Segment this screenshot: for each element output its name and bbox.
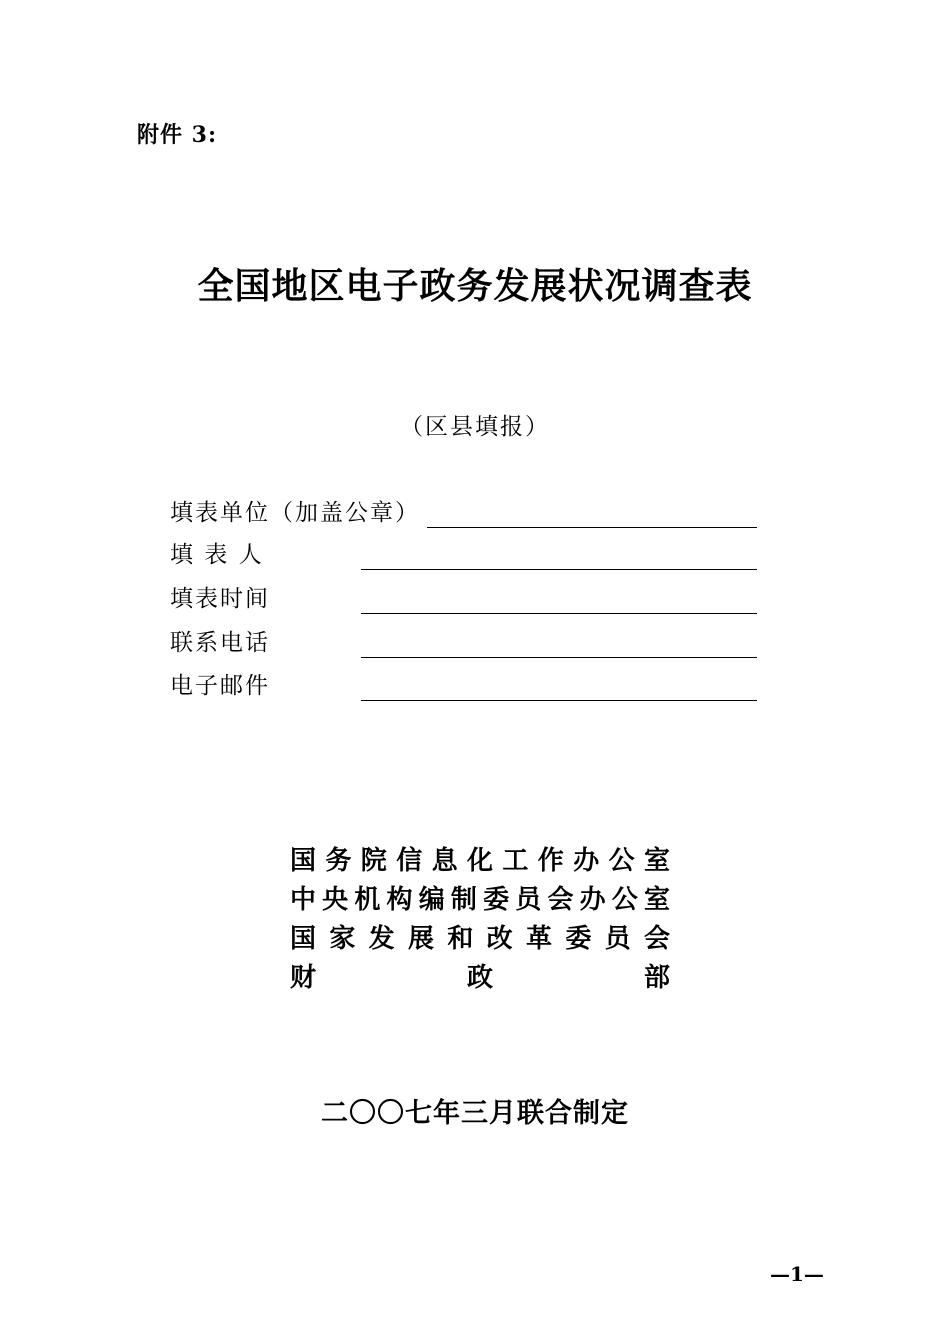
organization-name: 国务院信息化工作办公室	[290, 846, 670, 876]
issue-date: 二〇〇七年三月联合制定	[321, 1098, 629, 1129]
form-row-filler	[170, 538, 760, 572]
phone-input-line[interactable]	[361, 657, 757, 658]
filler-input-line[interactable]	[361, 569, 757, 570]
attachment-label: 附件 3:	[137, 122, 218, 148]
filler-label: 填 表 人	[170, 542, 264, 568]
email-input-line[interactable]	[361, 700, 757, 701]
form-row-date	[170, 582, 760, 616]
page-number: —1—	[770, 1262, 824, 1286]
form-row-phone	[170, 626, 760, 660]
date-label: 填表时间	[170, 586, 270, 612]
date-input-line[interactable]	[361, 613, 757, 614]
organization-name: 国家发展和改革委员会	[290, 924, 670, 954]
document-title: 全国地区电子政务发展状况调查表	[197, 265, 753, 307]
unit-input-line[interactable]	[427, 527, 757, 528]
organization-name: 中央机构编制委员会办公室	[290, 885, 670, 915]
organization-name: 财 政 部	[290, 963, 670, 993]
form-row-unit	[170, 496, 760, 530]
unit-label: 填表单位（加盖公章）	[170, 500, 420, 526]
document-subtitle: （区县填报）	[400, 414, 550, 440]
phone-label: 联系电话	[170, 630, 270, 656]
issuing-organizations	[290, 842, 670, 998]
form-row-email	[170, 669, 760, 703]
email-label: 电子邮件	[170, 673, 270, 699]
